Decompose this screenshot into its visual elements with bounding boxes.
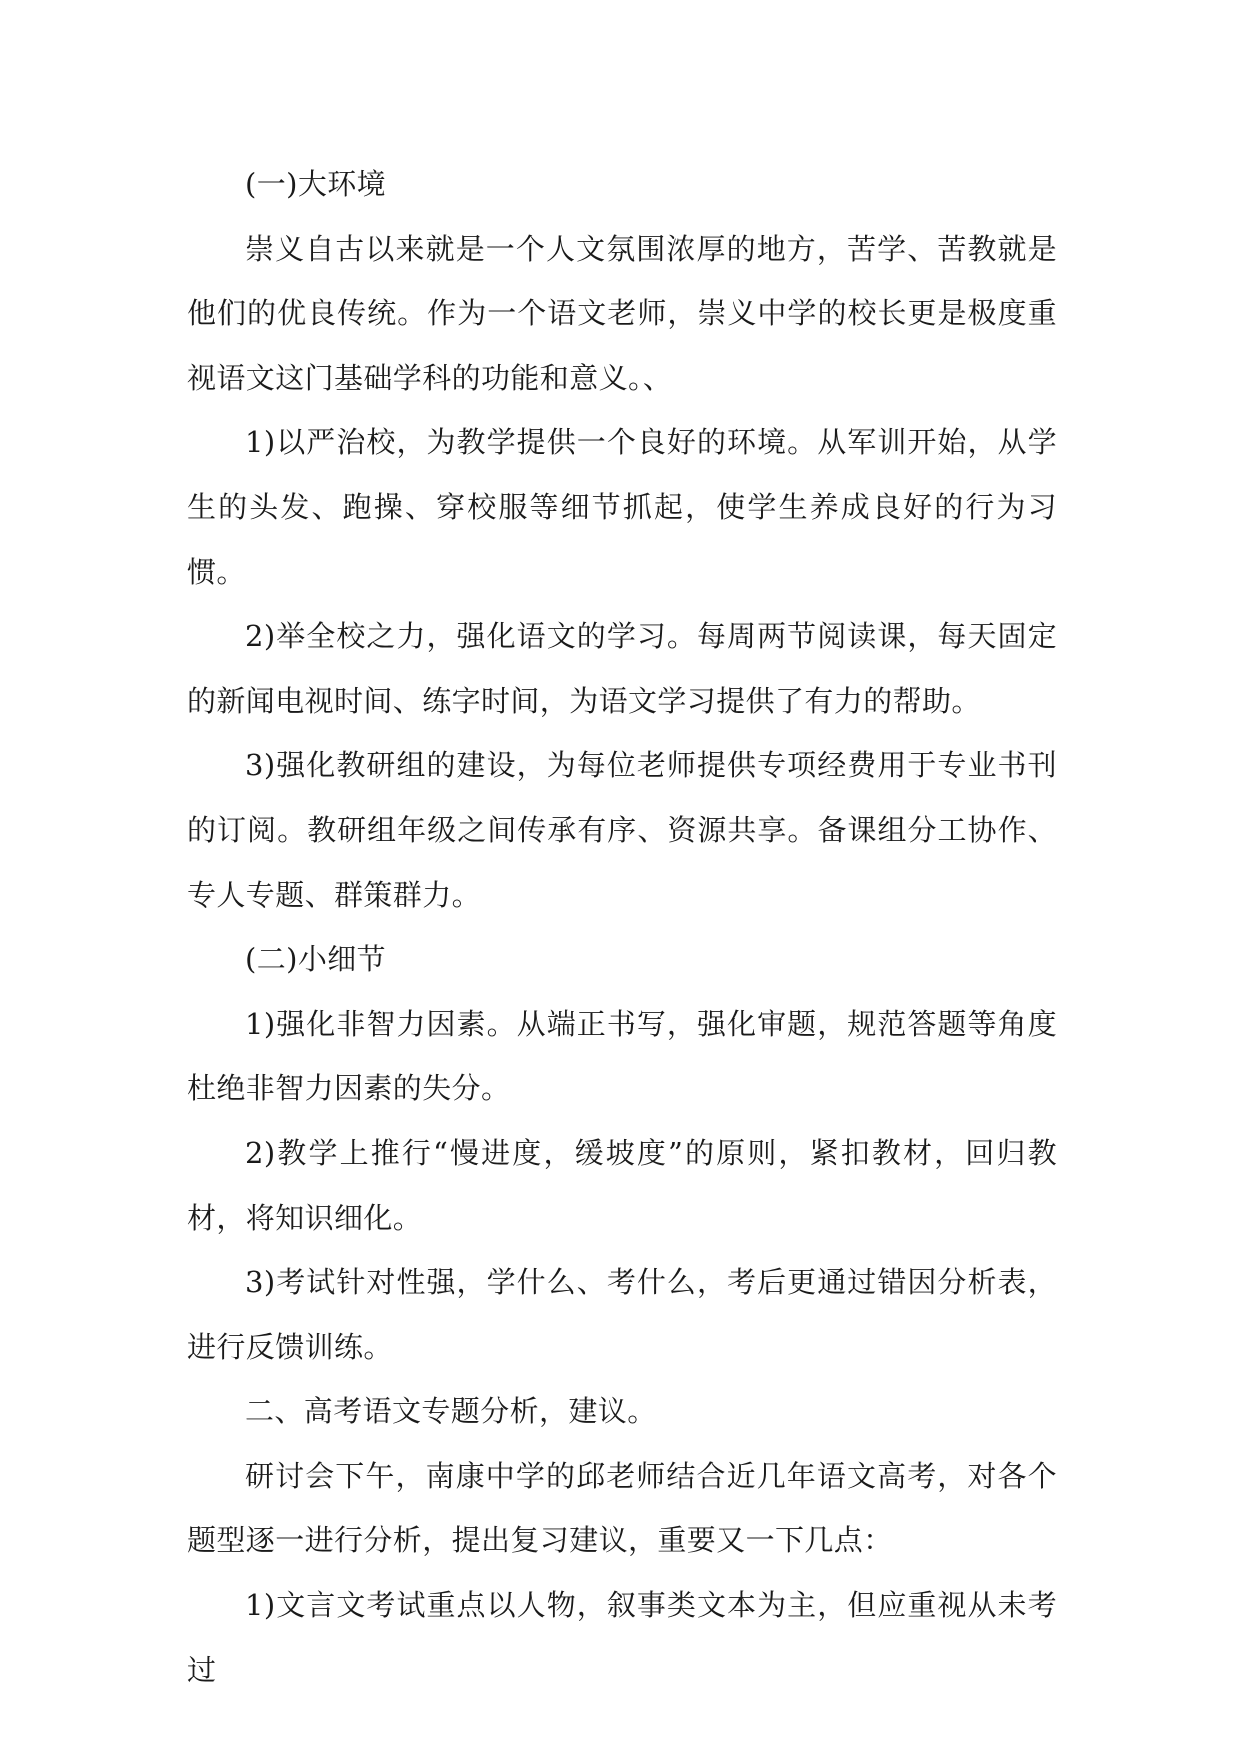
paragraph: 研讨会下午，南康中学的邱老师结合近几年语文高考，对各个题型逐一进行分析，提出复习建议，重要又一下几点： [187,1458,1057,1558]
section-heading: (一)大环境 [245,167,387,201]
list-item: 1)强化非智力因素。从端正书写，强化审题，规范答题等角度杜绝非智力因素的失分。 [187,1006,1057,1106]
list-item: 3)强化教研组的建设，为每位老师提供专项经费用于专业书刊的订阅。教研组年级之间传承有序、资源共享。备课组分工协作、专人专题、群策群力。 [187,748,1057,912]
list-item: 1)文言文考试重点以人物，叙事类文本为主，但应重视从未考过 [187,1588,1057,1687]
list-item: 1)以严治校，为教学提供一个良好的环境。从军训开始，从学生的头发、跑操、穿校服等细节抓起，使学生养成良好的行为习惯。 [187,425,1057,589]
paragraph: 崇义自古以来就是一个人文氛围浓厚的地方，苦学、苦教就是他们的优良传统。作为一个语文老师，崇义中学的校长更是极度重视语文这门基础学科的功能和意义。、 [187,231,1057,395]
list-item: 3)考试针对性强，学什么、考什么，考后更通过错因分析表，进行反馈训练。 [187,1265,1057,1364]
section-heading: (二)小细节 [245,942,387,977]
document-body [187,152,1057,1702]
list-item: 2)教学上推行“慢进度，缓坡度”的原则，紧扣教材，回归教材，将知识细化。 [187,1135,1057,1235]
section-heading: 二、高考语文专题分析，建议。 [245,1394,657,1429]
list-item: 2)举全校之力，强化语文的学习。每周两节阅读课，每天固定的新闻电视时间、练字时间，为语文学习提供了有力的帮助。 [187,619,1057,718]
